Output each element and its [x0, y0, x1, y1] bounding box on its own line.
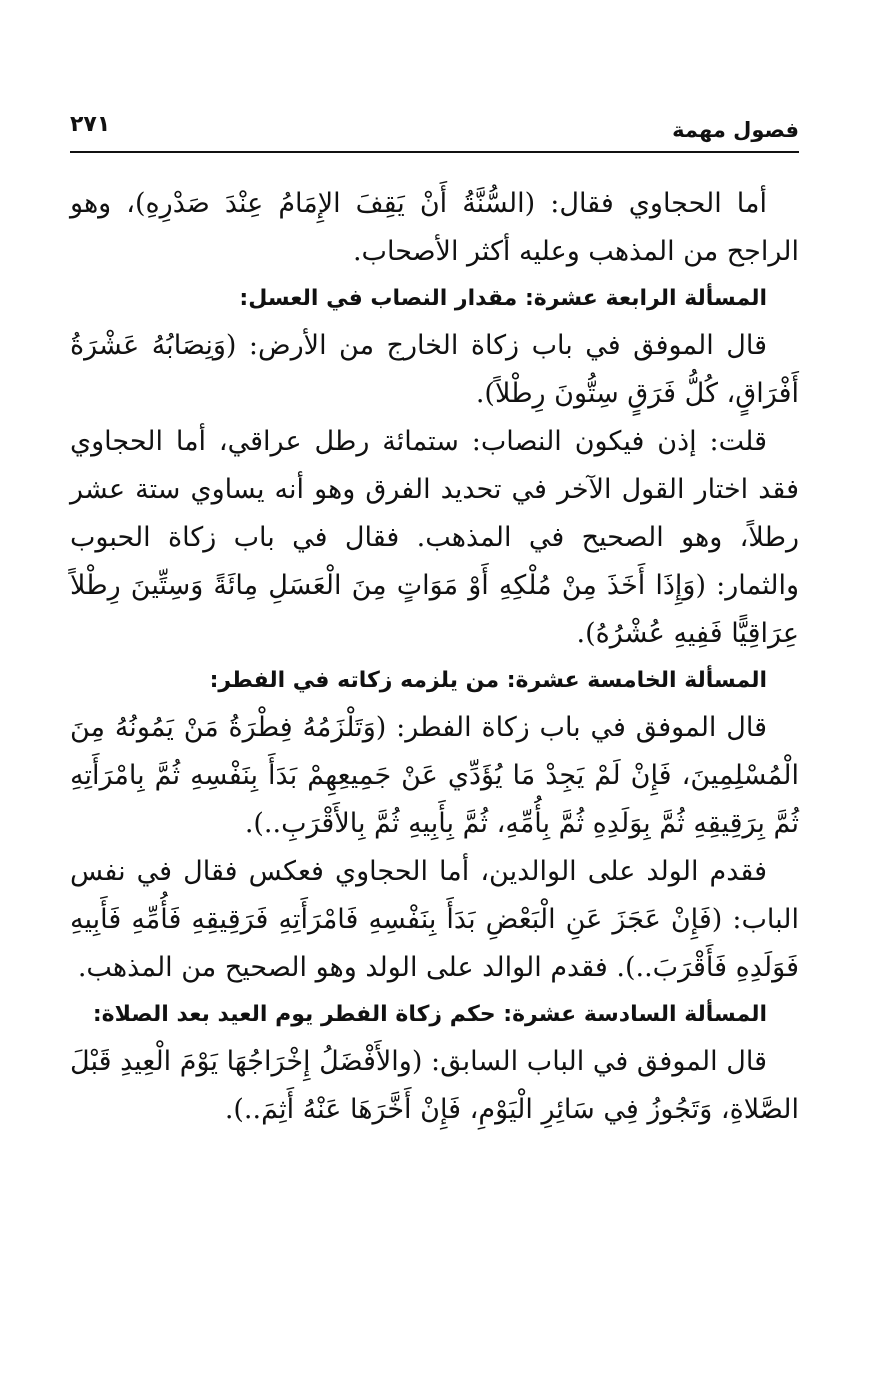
paragraph-muwaffaq-honey-nisab: قال الموفق في باب زكاة الخارج من الأرض: (وَنِصَابُهُ عَشْرَةُ أَفْرَاقٍ، كُلُّ فَرَقٍ سِتُّونَ رِطْلاً).	[70, 330, 799, 409]
paragraph-hajjawi-parents-first: فقدم الولد على الوالدين، أما الحجاوي فعكس فقال في نفس الباب: (فَإِنْ عَجَزَ عَنِ الْبَعْضِ بَدَأَ بِنَفْسِهِ فَامْرَأَتِهِ فَرَقِيقِهِ فَأُمِّهِ فَأَبِيهِ فَوَلَدِهِ فَأَقْرَبَ..). فقدم الوالد على الولد وهو الصحيح من المذهب.	[70, 856, 799, 983]
running-header	[70, 112, 799, 152]
running-title: فصول مهمة	[672, 118, 799, 142]
heading-issue-15: المسألة الخامسة عشرة: من يلزمه زكاته في الفطر:	[209, 668, 767, 693]
header-rule	[70, 151, 799, 153]
paragraph-hajjawi-imam-position: أما الحجاوي فقال: (السُّنَّةُ أَنْ يَقِفَ الإِمَامُ عِنْدَ صَدْرِهِ)، وهو الراجح من المذهب وعليه أكثر الأصحاب.	[70, 188, 799, 267]
page-number: ٢٧١	[70, 112, 111, 137]
paragraph-muwaffaq-fitr-obligation: قال الموفق في باب زكاة الفطر: (وَتَلْزَمُهُ فِطْرَةُ مَنْ يَمُونُهُ مِنَ الْمُسْلِمِينَ، فَإِنْ لَمْ يَجِدْ مَا يُؤَدِّي عَنْ جَمِيعِهِمْ بَدَأَ بِنَفْسِهِ ثُمَّ بِامْرَأَتِهِ ثُمَّ بِرَقِيقِهِ ثُمَّ بِوَلَدِهِ ثُمَّ بِأُمِّهِ، ثُمَّ بِأَبِيهِ ثُمَّ بِالأَقْرَبِ..).	[70, 712, 799, 839]
heading-issue-16: المسألة السادسة عشرة: حكم زكاة الفطر يوم العيد بعد الصلاة:	[92, 1002, 767, 1027]
paragraph-fitr-timing: قال الموفق في الباب السابق: (والأَفْضَلُ إِخْرَاجُهَا يَوْمَ الْعِيدِ قَبْلَ الصَّلاةِ، وَتَجُوزُ فِي سَائِرِ الْيَوْمِ، فَإِنْ أَخَّرَهَا عَنْهُ أَثِمَ..).	[70, 1046, 799, 1125]
text-body	[70, 180, 799, 1134]
paragraph-faraq-definition: قلت: إذن فيكون النصاب: ستمائة رطل عراقي، أما الحجاوي فقد اختار القول الآخر في تحديد الفرق وهو أنه يساوي ستة عشر رطلاً، وهو الصحيح في المذهب. فقال في باب زكاة الحبوب والثمار: (وَإِذَا أَخَذَ مِنْ مُلْكِهِ أَوْ مَوَاتٍ مِنَ الْعَسَلِ مِائَةً وَسِتِّينَ رِطْلاً عِرَاقِيًّا فَفِيهِ عُشْرُهُ).	[70, 426, 799, 649]
heading-issue-14: المسألة الرابعة عشرة: مقدار النصاب في العسل:	[239, 286, 767, 311]
